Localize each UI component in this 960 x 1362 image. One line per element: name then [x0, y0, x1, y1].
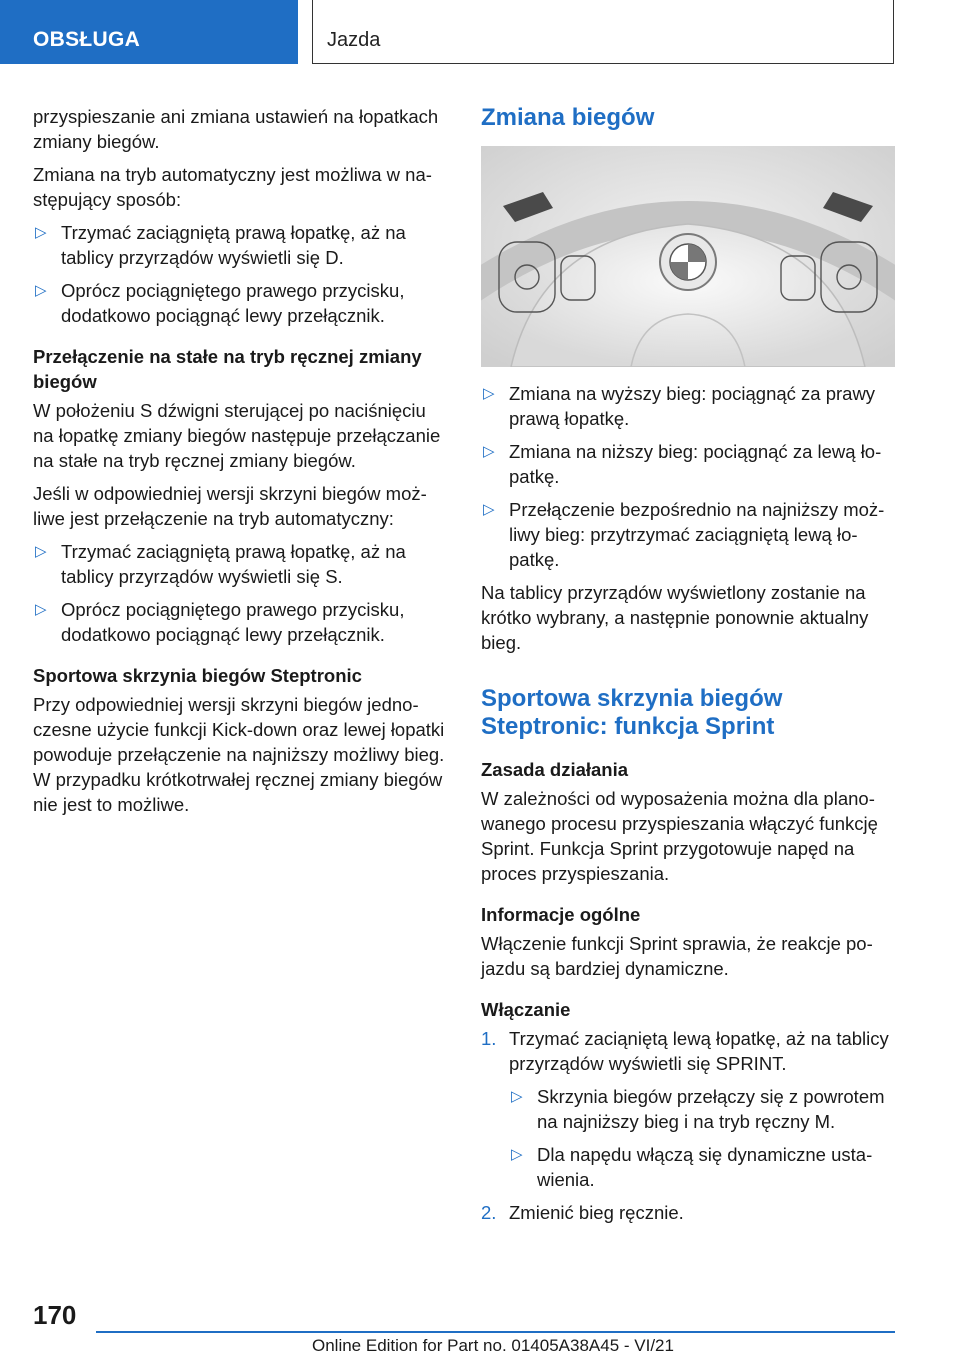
steering-wheel-illustration	[481, 146, 895, 367]
section-tab: OBSŁUGA	[0, 0, 298, 64]
paragraph: Zmiana na tryb automatyczny jest możliwa w następujący sposób:	[33, 164, 432, 210]
subheading: Informacje ogólne	[481, 904, 641, 925]
list-item	[481, 1200, 895, 1225]
list-item-text: Oprócz pociągniętego prawego przycisku, dodatkowo pociągnąć lewy przełącznik.	[61, 280, 405, 326]
list-item-text: Zmienić bieg ręcznie.	[509, 1202, 684, 1223]
paragraph: Włączenie funkcji Sprint sprawia, że reakcje pojazdu są bardziej dynamiczne.	[481, 933, 873, 979]
list-item	[509, 1084, 895, 1134]
triangle-bullet-icon: ▷	[35, 224, 47, 241]
footer-divider	[96, 1331, 895, 1333]
triangle-bullet-icon: ▷	[35, 601, 47, 618]
bullet-list	[481, 381, 895, 572]
list-item	[481, 497, 895, 572]
section-heading: Sportowa skrzynia biegów Steptronic: funkcja Sprint	[481, 685, 783, 740]
triangle-bullet-icon: ▷	[483, 443, 495, 460]
paragraph: przyspieszanie ani zmiana ustawień na łopatkach zmiany biegów.	[33, 106, 439, 152]
subheading: Sportowa skrzynia biegów Steptronic	[33, 665, 362, 686]
list-item	[481, 439, 895, 489]
list-item-text: Zmiana na wyższy bieg: pociągnąć za prawy prawą łopatkę.	[509, 383, 876, 429]
page-number: 170	[33, 1300, 77, 1330]
paragraph: Jeśli w odpowiedniej wersji skrzyni biegów możliwe jest przełączenie na tryb automatyczny:	[33, 483, 427, 529]
paragraph: Na tablicy przyrządów wyświetlony zostanie na krótko wybrany, a następnie ponownie aktualny bieg.	[481, 582, 869, 653]
paragraph: Przy odpowiedniej wersji skrzyni biegów jednoczesne użycie funkcji Kick-down oraz lewej łopatki powoduje przełączenie na najniższy możliwy bieg. W przypadku krótkotrwałej ręcznej zmiany biegów nie jest to możliwe.	[33, 694, 445, 815]
list-item-text: Skrzynia biegów przełączy się z powrotem na najniższy bieg i na tryb ręczny M.	[537, 1086, 885, 1132]
triangle-bullet-icon: ▷	[483, 385, 495, 402]
left-column	[33, 104, 451, 825]
list-item-text: Przełączenie bezpośrednio na najniższy możliwy bieg: przytrzymać zaciągniętą lewą łopatkę.	[509, 499, 885, 570]
list-item-text: Oprócz pociągniętego prawego przycisku, dodatkowo pociągnąć lewy przełącznik.	[61, 599, 405, 645]
numbered-list	[481, 1026, 895, 1225]
list-item	[33, 278, 451, 328]
bullet-list	[33, 220, 451, 328]
right-column	[481, 104, 895, 1233]
subheading: Włączanie	[481, 999, 571, 1020]
triangle-bullet-icon: ▷	[483, 501, 495, 518]
list-item-text: Trzymać zaciąniętą lewą łopatkę, aż na tablicy przyrządów wyświetli się SPRINT.	[509, 1028, 889, 1074]
triangle-bullet-icon: ▷	[35, 282, 47, 299]
edition-note: Online Edition for Part no. 01405A38A45 - VI/21	[312, 1336, 674, 1355]
section-heading: Zmiana biegów	[481, 104, 655, 131]
paragraph: W zależności od wyposażenia można dla planowanego procesu przyspieszania włączyć funkcję Sprint. Funkcja Sprint przygotowuje napęd na proces przyspieszania.	[481, 788, 878, 884]
list-item	[509, 1142, 895, 1192]
chapter-title: Jazda	[312, 0, 894, 64]
subheading: Zasada działania	[481, 759, 629, 780]
triangle-bullet-icon: ▷	[511, 1088, 523, 1105]
bullet-list	[509, 1084, 895, 1192]
page-header	[0, 0, 960, 66]
list-item-text: Dla napędu włączą się dynamiczne ustawienia.	[537, 1144, 873, 1190]
triangle-bullet-icon: ▷	[511, 1146, 523, 1163]
steering-wheel-figure	[481, 146, 895, 367]
list-item	[33, 597, 451, 647]
paragraph: W położeniu S dźwigni sterującej po naciśnięciu na łopatkę zmiany biegów następuje przełączanie na stałe na tryb ręcznej zmiany biegów.	[33, 400, 441, 471]
list-item	[481, 381, 895, 431]
list-item	[33, 539, 451, 589]
step-number: 1.	[481, 1028, 497, 1049]
list-item	[481, 1026, 895, 1192]
list-item-text: Trzymać zaciągniętą prawą łopatkę, aż na tablicy przyrządów wyświetli się D.	[61, 222, 406, 268]
subheading: Przełączenie na stałe na tryb ręcznej zmiany biegów	[33, 346, 422, 392]
step-number: 2.	[481, 1202, 497, 1223]
list-item	[33, 220, 451, 270]
list-item-text: Zmiana na niższy bieg: pociągnąć za lewą łopatkę.	[509, 441, 882, 487]
list-item-text: Trzymać zaciągniętą prawą łopatkę, aż na tablicy przyrządów wyświetli się S.	[61, 541, 406, 587]
bullet-list	[33, 539, 451, 647]
triangle-bullet-icon: ▷	[35, 543, 47, 560]
